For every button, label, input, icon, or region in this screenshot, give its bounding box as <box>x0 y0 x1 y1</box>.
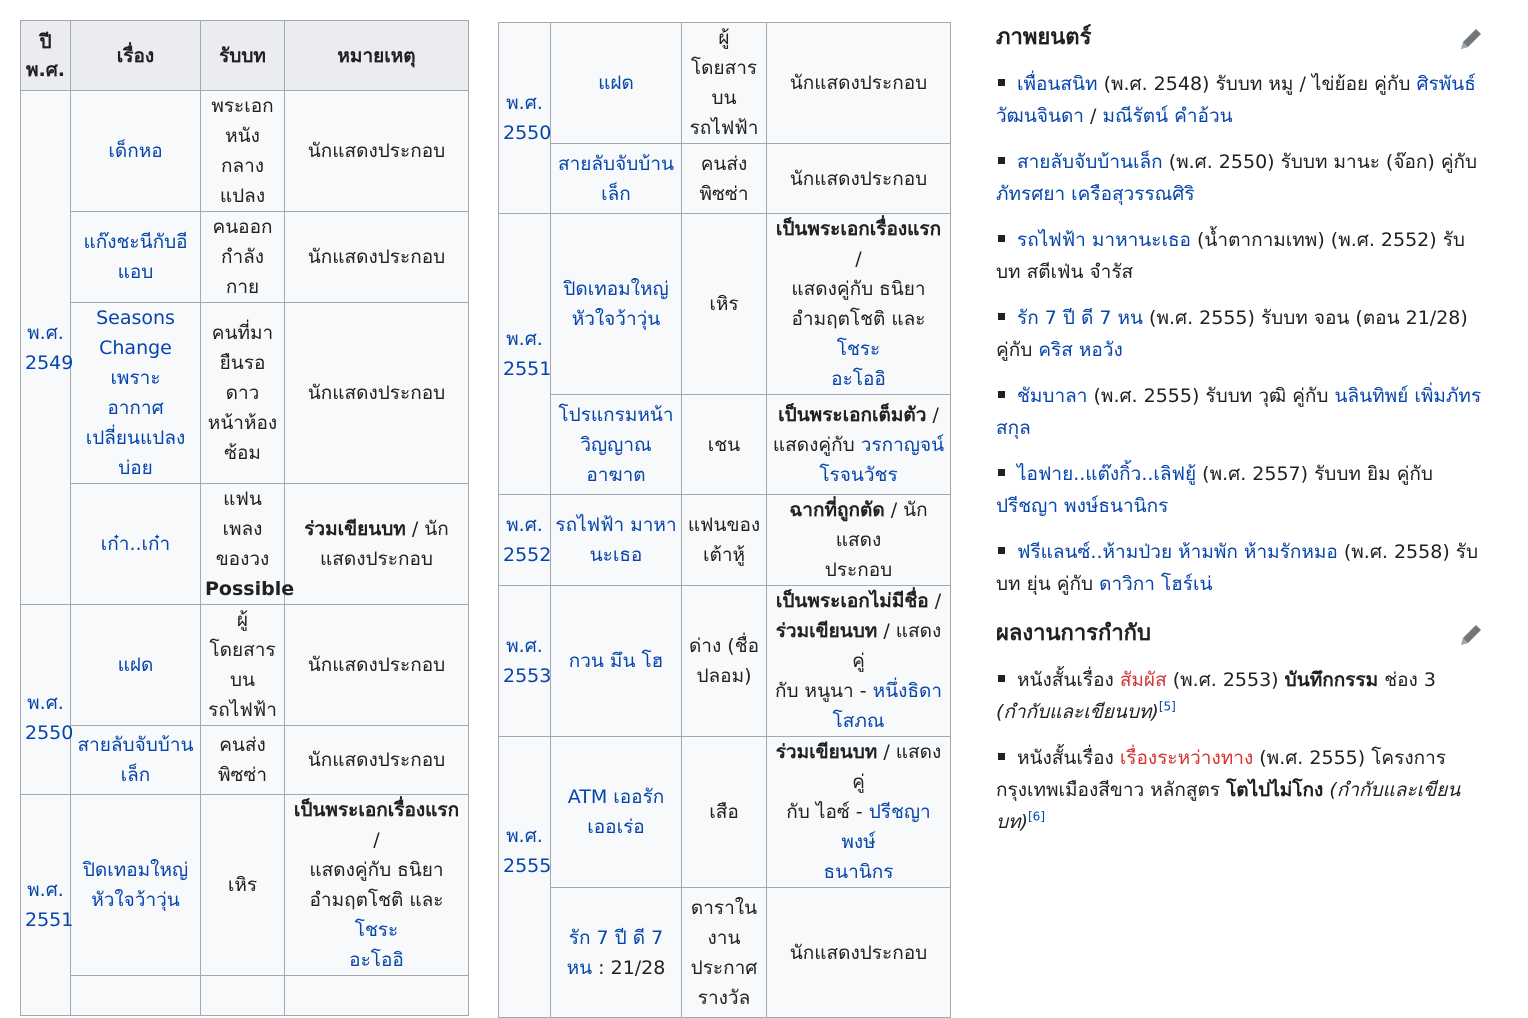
title-cell[interactable] <box>71 212 201 303</box>
section-title: ผลงานการกำกับ <box>996 621 1151 646</box>
title-cell[interactable] <box>71 91 201 212</box>
item-text: หนังสั้นเรื่อง <box>1017 669 1120 691</box>
note-cell: นักแสดงประกอบ <box>767 888 951 1018</box>
note-text: / แสดงคู่กับ ธนิยา อำมฤตโชติ และ <box>309 829 444 911</box>
note-text: / แสดงคู่ กับ ไอซ์ - <box>786 741 942 823</box>
note-text: / แสดงคู่ กับ หนูนา - <box>774 620 942 702</box>
actor-link[interactable]: โชระ อะโออิ <box>831 338 886 390</box>
table-row <box>499 888 951 1018</box>
table-header-row <box>21 21 469 91</box>
program-name: โตไปไม่โกง <box>1226 779 1324 801</box>
film-link[interactable]: เก๋า..เก๋า <box>100 533 171 555</box>
item-text: (พ.ศ. 2558) รับบท ยุ่น คู่กับ <box>996 541 1479 595</box>
year-cell-2552[interactable]: พ.ศ. 2552 <box>499 495 551 586</box>
film-link[interactable]: ฟรีแลนซ์..ห้ามป่วย ห้ามพัก ห้ามรักหมอ <box>1017 541 1338 563</box>
list-item <box>996 664 1486 728</box>
header-role: รับบท <box>201 21 285 91</box>
film-list <box>996 68 1486 600</box>
item-text: (พ.ศ. 2557) รับบท ยิม คู่กับ <box>1196 463 1433 485</box>
film-link[interactable]: ปิดเทอมใหญ่ หัวใจว้าวุ่น <box>82 859 189 911</box>
title-cell[interactable] <box>71 726 201 795</box>
year-cell-2550[interactable]: พ.ศ. 2550 <box>499 23 551 214</box>
filmography-table-2-container <box>498 22 950 1009</box>
role-cell: ด่าง (ชื่อ ปลอม) <box>682 586 767 737</box>
role-cell: เหิร <box>682 214 767 395</box>
year-cell-2549[interactable]: พ.ศ. 2549 <box>21 91 71 605</box>
actor-link[interactable]: ภัทรศยา เครือสุวรรณศิริ <box>996 183 1195 205</box>
film-link[interactable]: รถไฟฟ้า มาหา นะเธอ <box>555 514 677 566</box>
role-cell <box>201 976 285 1016</box>
role-cell: คนออก กำลังกาย <box>201 212 285 303</box>
table-row <box>21 484 469 605</box>
filmography-panel <box>996 18 1486 852</box>
note-cell: นักแสดงประกอบ <box>285 605 469 726</box>
title-cell[interactable] <box>551 888 682 1018</box>
table-row <box>499 395 951 495</box>
credit-note: (กำกับและเขียนบท) <box>996 701 1159 723</box>
item-text: หนังสั้นเรื่อง <box>1017 747 1120 769</box>
bullet-icon <box>998 469 1005 476</box>
list-item <box>996 536 1486 600</box>
title-cell[interactable] <box>71 484 201 605</box>
item-text: (พ.ศ. 2555) รับบท วุฒิ คู่กับ <box>1087 385 1335 407</box>
actor-link[interactable]: ดาวิกา โฮร์เน่ <box>1099 573 1213 595</box>
film-link[interactable]: แฝด <box>117 654 154 676</box>
bullet-icon <box>998 79 1005 86</box>
year-cell-2555[interactable]: พ.ศ. 2555 <box>499 737 551 1018</box>
bullet-icon <box>998 547 1005 554</box>
role-cell: เหิร <box>201 795 285 976</box>
note-cell: นักแสดงประกอบ <box>285 212 469 303</box>
table-row <box>21 212 469 303</box>
note-cell <box>285 484 469 605</box>
bullet-icon <box>998 753 1005 760</box>
role-cell: พระเอก หนังกลาง แปลง <box>201 91 285 212</box>
note-cell <box>285 976 469 1016</box>
list-item <box>996 458 1486 522</box>
film-link[interactable]: รถไฟฟ้า มาหานะเธอ <box>1017 229 1191 251</box>
note-text: / <box>934 590 942 612</box>
reference-link[interactable]: [6] <box>1028 809 1045 824</box>
film-link[interactable]: กวน มึน โฮ <box>568 650 664 672</box>
note-text: / แสดงคู่กับ ธนิยา อำมฤตโชติ และ <box>791 248 926 330</box>
pencil-icon[interactable] <box>1456 24 1486 54</box>
table-row <box>21 303 469 484</box>
bullet-icon <box>998 235 1005 242</box>
note-bold: เป็นพระเอกเรื่องแรก <box>293 799 460 821</box>
actor-link[interactable]: วรกาญจน์ โรจนวัชร <box>819 433 945 486</box>
film-link[interactable]: แฝด <box>598 72 634 94</box>
film-link[interactable]: Seasons Change เพราะ อากาศ เปลี่ยนแปลง บ่อย <box>85 307 186 479</box>
credit-note: (กำกับและเขียนบท) <box>996 779 1461 833</box>
film-link[interactable]: รัก 7 ปี ดี 7 หน <box>1017 307 1143 329</box>
table-row <box>21 976 469 1016</box>
item-text: (พ.ศ. 2553) <box>1166 669 1285 691</box>
bullet-icon <box>998 391 1005 398</box>
note-bold: เป็นพระเอกไม่มีชื่อ <box>775 590 929 612</box>
list-item <box>996 146 1486 210</box>
film-link-missing[interactable]: สัมผัส <box>1119 669 1167 691</box>
table-row <box>499 495 951 586</box>
role-cell: เสือ <box>682 737 767 888</box>
program-name: บันทึกกรรม <box>1284 669 1379 691</box>
role-cell: คนส่ง พิซซ่า <box>201 726 285 795</box>
title-cell[interactable] <box>551 737 682 888</box>
note-cell <box>767 495 951 586</box>
note-bold: ร่วมเขียนบท <box>775 620 878 642</box>
table-row <box>21 605 469 726</box>
film-link[interactable]: รัก 7 ปี ดี 7 หน <box>566 926 664 979</box>
title-cell[interactable] <box>551 586 682 737</box>
actor-link[interactable]: หนึ่งธิดา โสภณ <box>832 680 943 732</box>
year-cell-2551[interactable]: พ.ศ. 2551 <box>21 795 71 1016</box>
section-title: ภาพยนตร์ <box>996 25 1092 50</box>
actor-link[interactable]: โชระ อะโออิ <box>349 919 404 971</box>
title-cell[interactable] <box>71 605 201 726</box>
note-text: / นัก แสดงประกอบ <box>320 518 449 570</box>
role-cell: คนส่ง พิซซ่า <box>682 144 767 214</box>
title-cell[interactable] <box>71 303 201 484</box>
role-cell: เชน <box>682 395 767 495</box>
film-link-missing[interactable]: เรื่องระหว่างทาง <box>1119 747 1254 769</box>
actor-link[interactable]: คริส หอวัง <box>1038 339 1123 361</box>
year-cell-2551[interactable]: พ.ศ. 2551 <box>499 214 551 495</box>
film-link[interactable]: ไอฟาย..แต๊งกิ้ว..เลิฟยู้ <box>1017 463 1197 485</box>
note-bold: เป็นพระเอกเรื่องแรก <box>775 218 942 240</box>
table-row <box>499 23 951 144</box>
actor-link[interactable]: ศิรพันธ์ วัฒนจินดา <box>996 73 1476 127</box>
item-text: (พ.ศ. 2548) รับบท หมู / ไข่ย้อย คู่กับ <box>1097 73 1417 95</box>
role-text: แฟนเพลง ของวง <box>215 488 270 570</box>
section-heading-direct <box>996 614 1486 654</box>
note-bold: เป็นพระเอกเต็มตัว <box>778 403 927 426</box>
actor-link[interactable]: ปรีชญา พงษ์ ธนานิกร <box>823 801 931 883</box>
year-cell-2553[interactable]: พ.ศ. 2553 <box>499 586 551 737</box>
filmography-table-1-container <box>20 20 468 971</box>
note-cell: นักแสดงประกอบ <box>285 91 469 212</box>
note-cell <box>767 395 951 495</box>
table-row <box>499 586 951 737</box>
list-item <box>996 302 1486 366</box>
film-link[interactable]: เพื่อนสนิท <box>1017 73 1098 95</box>
table-row <box>21 726 469 795</box>
header-year: ปี พ.ศ. <box>21 21 71 91</box>
title-cell[interactable] <box>551 395 682 495</box>
bullet-icon <box>998 675 1005 682</box>
film-link[interactable]: สายลับจับบ้าน เล็ก <box>557 152 674 205</box>
film-link[interactable]: แก๊งชะนีกับอี แอบ <box>83 231 188 283</box>
item-text: (พ.ศ. 2555) โครงการกรุงเทพเมืองสีขาว หลักสูตร <box>996 747 1446 801</box>
title-cell[interactable] <box>551 144 682 214</box>
item-text: (พ.ศ. 2555) รับบท จอน (ตอน 21/28) คู่กับ <box>996 307 1468 361</box>
list-item <box>996 380 1486 444</box>
note-cell <box>767 586 951 737</box>
role-cell <box>201 484 295 605</box>
item-text: / <box>1083 105 1103 127</box>
actor-link[interactable]: ปรีชญา พงษ์ธนานิกร <box>996 495 1169 517</box>
film-link[interactable]: ATM เออรัก เออเร่อ <box>567 786 665 838</box>
header-title: เรื่อง <box>71 21 201 91</box>
section-heading-films <box>996 18 1486 58</box>
list-item <box>996 68 1486 132</box>
film-link[interactable]: ชัมบาลา <box>1017 385 1088 407</box>
film-link[interactable]: ปิดเทอมใหญ่ หัวใจว้าวุ่น <box>563 278 669 330</box>
role-band-name: Possible <box>205 578 295 600</box>
year-cell-2550[interactable]: พ.ศ. 2550 <box>21 605 71 795</box>
item-text: ช่อง 3 <box>1378 669 1436 691</box>
role-cell: ผู้โดยสาร บน รถไฟฟ้า <box>682 23 767 144</box>
note-cell: นักแสดงประกอบ <box>285 303 469 484</box>
filmography-table-2 <box>498 22 951 1018</box>
item-text: (พ.ศ. 2550) รับบท มานะ (จ๊อก) คู่กับ <box>1162 151 1478 173</box>
note-bold: ฉากที่ถูกตัด <box>789 499 885 521</box>
actor-link[interactable]: นลินทิพย์ เพิ่มภัทรสกุล <box>996 385 1482 439</box>
episode-text: : 21/28 <box>592 956 666 979</box>
filmography-table-1 <box>20 20 469 1016</box>
reference-link[interactable]: [5] <box>1158 699 1176 714</box>
note-cell: นักแสดงประกอบ <box>285 726 469 795</box>
film-link[interactable]: โปรแกรมหน้า วิญญาณอาฆาต <box>558 403 674 486</box>
table-row <box>499 737 951 888</box>
direct-list <box>996 664 1486 838</box>
table-row <box>21 795 469 976</box>
title-cell[interactable] <box>71 795 201 976</box>
note-cell <box>767 214 951 395</box>
film-link[interactable]: เด็กหอ <box>108 140 163 162</box>
note-cell: นักแสดงประกอบ <box>767 23 951 144</box>
note-text: / นักแสดง ประกอบ <box>824 499 928 581</box>
note-bold: ร่วมเขียนบท <box>775 741 878 763</box>
film-link[interactable]: สายลับจับบ้านเล็ก <box>1017 151 1163 173</box>
title-cell <box>71 976 201 1016</box>
title-cell[interactable] <box>551 214 682 395</box>
table-row <box>499 144 951 214</box>
list-item <box>996 224 1486 288</box>
note-cell: นักแสดงประกอบ <box>767 144 951 214</box>
header-note: หมายเหตุ <box>285 21 469 91</box>
bullet-icon <box>998 313 1005 320</box>
list-item <box>996 742 1486 838</box>
note-text: / แสดงคู่กับ <box>772 403 939 456</box>
item-text: (น้ำตากามเทพ) (พ.ศ. 2552) รับบท สตีเฟ่น จำรัส <box>996 229 1465 283</box>
role-cell: ดาราใน งาน ประกาศ รางวัล <box>682 888 767 1018</box>
bullet-icon <box>998 157 1005 164</box>
actor-link[interactable]: มณีรัตน์ คำอ้วน <box>1102 105 1233 127</box>
note-bold: ร่วมเขียนบท <box>304 518 406 540</box>
title-cell[interactable] <box>551 495 682 586</box>
note-cell <box>285 795 469 976</box>
title-cell[interactable] <box>551 23 682 144</box>
pencil-icon[interactable] <box>1456 620 1486 650</box>
role-cell: แฟนของ เต้าหู้ <box>682 495 767 586</box>
role-cell: คนที่มา ยืนรอดาว หน้าห้อง ซ้อม <box>201 303 285 484</box>
table-row <box>499 214 951 395</box>
film-link[interactable]: สายลับจับบ้าน เล็ก <box>77 734 194 786</box>
note-cell <box>767 737 951 888</box>
role-cell: ผู้โดยสาร บน รถไฟฟ้า <box>201 605 285 726</box>
table-row <box>21 91 469 212</box>
